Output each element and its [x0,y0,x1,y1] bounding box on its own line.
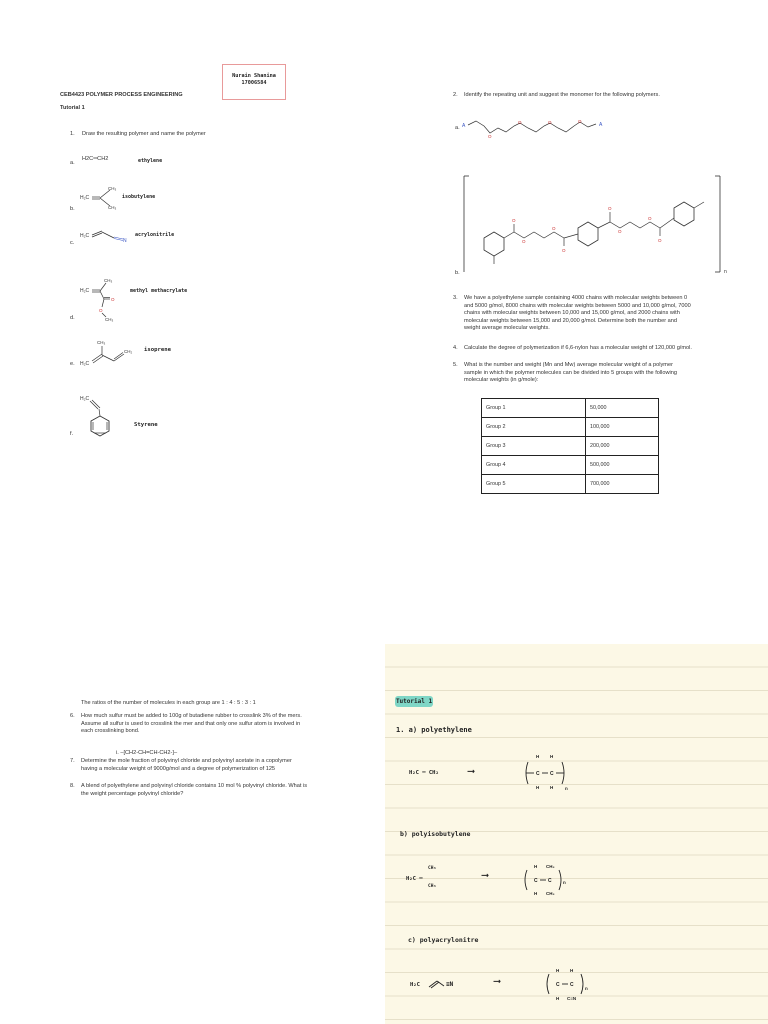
acrylonitrile-sketch [428,978,458,990]
q1a-formula: H2C═CH2 [82,156,109,162]
cn-label: C≡N [567,996,577,1001]
q7-line: having a molecular weight of 9000g/mol and a degree of polymerization of 125 [81,765,276,772]
polyisobutylene-repeat-unit [518,862,572,898]
ratio-text: The ratios of the number of molecules in each group are 1 : 4 : 5 : 3 : 1 [81,700,256,706]
notes-c-heading: c) polyacrylonitre [408,936,479,944]
h-label: H [550,754,554,759]
notes-c-nitrile: ≡N [446,981,454,988]
h-label: H [550,785,554,790]
notes-a-arrow: ⟶ [468,766,475,777]
h-label: H [534,864,538,869]
svg-text:H₂C: H₂C [80,288,90,294]
c-label: C [548,878,552,884]
student-name-box [222,64,286,100]
q1b-letter: b. [70,206,75,212]
mw-cell: 200,000 [586,437,659,456]
notes-c-monomer: H₂C [410,982,420,988]
q7-number: 7. [70,758,75,764]
tutorial-title: Tutorial 1 [60,105,85,111]
q1-text: Draw the resulting polymer and name the polymer [82,131,206,137]
course-title: CEB4423 POLYMER PROCESS ENGINEERING [60,92,183,98]
svg-text:O: O [552,226,556,231]
notes-a-monomer: H₂C ═ CH₂ [409,770,439,776]
svg-text:O: O [608,206,612,211]
group-cell: Group 1 [482,399,586,418]
polyethylene-repeat-unit [520,752,570,792]
groups-table [481,398,659,494]
c-label: C [570,982,574,988]
q8-line: the weight percentage polyvinyl chloride? [81,790,184,797]
svg-text:CH₃: CH₃ [108,186,117,191]
q2a-letter: a. [455,125,460,131]
q2-number: 2. [453,92,458,98]
q1a-letter: a. [70,160,75,166]
n-subscript: n [585,986,588,991]
notes-a-heading: 1. a) polyethylene [396,726,472,734]
notes-title: Tutorial 1 [395,698,433,705]
svg-text:N: N [123,238,127,244]
mw-cell: 700,000 [586,475,659,494]
table-row [482,437,659,456]
q1a-answer: ethylene [138,158,163,164]
q3-text [464,295,724,333]
group-cell: Group 5 [482,475,586,494]
svg-text:CH₂: CH₂ [124,349,133,354]
q3-line: and 5000 g/mol, 8000 chains with molecular weights between 5000 and 10,000 g/mol, 7000 [464,302,691,309]
svg-text:H₂C: H₂C [80,396,90,402]
q3-line: molecular weights between 15,000 and 20,000 g/mol. Determine both the number and [464,317,678,324]
q1f-answer: Styrene [134,422,158,428]
q6-text [81,713,371,736]
svg-text:CH₃: CH₃ [97,340,106,345]
svg-text:CH₃: CH₃ [104,278,113,283]
q6-line: each crosslinking bond. [81,728,140,735]
q1f-letter: f. [70,431,74,437]
mw-cell: 500,000 [586,456,659,475]
ch3-label: CH₃ [546,864,555,869]
table-row [482,399,659,418]
q6-line: How much sulfur must be added to 100g of butadiene rubber to crosslink 3% of the mers. [81,713,302,719]
mw-cell: 100,000 [586,418,659,437]
svg-text:O: O [518,120,522,125]
c-label: C [556,982,560,988]
group-cell: Group 4 [482,456,586,475]
svg-text:O: O [578,119,582,124]
notes-b-ch3-top: CH₃ [428,866,437,871]
n-subscript: n [563,880,566,885]
h-label: H [556,968,560,973]
q8-number: 8. [70,783,75,789]
q1b-answer: isobutylene [122,194,156,200]
svg-text:O: O [512,218,516,223]
q3-line: We have a polyethylene sample containing 4000 chains with molecular weights between 0 [464,295,688,301]
q3-line: chains with molecular weights between 10,000 and 15,000 g/mol, and 2000 chains with [464,310,680,317]
svg-text:O: O [648,216,652,221]
q7-text [81,758,371,773]
q6-subitem: i. –[CH2-CH=CH-CH2-]– [116,750,178,756]
student-name: Nurain Shanina [232,73,276,79]
svg-text:O: O [522,239,526,244]
q2a-polymer-chain [462,114,612,140]
q4-number: 4. [453,345,458,351]
svg-text:CH₃: CH₃ [105,317,114,322]
svg-text:H₂C: H₂C [80,361,90,367]
q3-number: 3. [453,295,458,301]
group-cell: Group 2 [482,418,586,437]
svg-text:O: O [658,238,662,243]
group-cell: Group 3 [482,437,586,456]
q5-number: 5. [453,362,458,368]
c-label: C [550,771,554,777]
q1d-letter: d. [70,315,75,321]
q4-text: Calculate the degree of polymerization if 6,6-nylon has a molecular weight of 120,000 g/mol. [464,345,692,351]
h-label: H [536,785,540,790]
svg-text:O: O [618,229,622,234]
n-subscript: n [565,786,568,791]
svg-text:O: O [488,134,492,139]
h-label: H [556,996,560,1001]
notes-b-arrow: ⟶ [482,870,489,881]
q1d-answer: methyl methacrylate [130,288,188,294]
svg-text:O: O [562,248,566,253]
student-id: 17006584 [241,80,267,86]
q3-line: weight average molecular weights. [464,325,550,332]
table-row [482,418,659,437]
q1c-answer: acrylonitrile [135,232,175,238]
end-group-left: A [462,123,466,129]
acrylonitrile-structure [80,228,130,244]
styrene-structure [80,392,120,440]
h-label: H [570,968,574,973]
q1-number: 1. [70,131,75,137]
mw-cell: 50,000 [586,399,659,418]
svg-text:H₂C: H₂C [80,233,90,239]
svg-text:CH₃: CH₃ [108,205,117,210]
q2b-polymer-structure [462,172,732,278]
notes-b-heading: b) polyisobutylene [400,830,471,838]
q6-number: 6. [70,713,75,719]
end-group-right: A [599,122,603,128]
repeat-subscript: n [724,269,727,275]
notes-b-monomer: H₂C ═ [406,876,423,882]
q8-text [81,783,371,798]
c-label: C [534,878,538,884]
ch3-label: CH₃ [546,891,555,896]
q5-line: sample in which the polymer molecules can be divided into 5 groups with the following [464,369,677,376]
q1c-letter: c. [70,240,75,246]
q5-line: molecular weights (in g/mole): [464,377,539,384]
q7-line: Determine the mole fraction of polyvinyl chloride and polyvinyl acetate in a copolymer [81,758,292,764]
notes-c-arrow: ⟶ [494,976,501,987]
svg-text:O: O [111,297,115,302]
q8-line: A blend of polyethylene and polyvinyl chloride contains 10 mol % polyvinyl chloride. What is [81,783,308,789]
table-row [482,456,659,475]
h-label: H [534,891,538,896]
isoprene-structure [80,338,142,368]
svg-text:O: O [548,120,552,125]
q1e-letter: e. [70,361,75,367]
methyl-methacrylate-structure [80,277,136,323]
svg-text:O: O [99,308,103,313]
h-label: H [536,754,540,759]
q5-text [464,362,724,385]
c-label: C [536,771,540,777]
q2-text: Identify the repeating unit and suggest the monomer for the following polymers. [464,92,660,98]
table-row [482,475,659,494]
q6-line: Assume all sulfur is used to crosslink the mer and that only one sulfur atom is involved in [81,720,301,727]
q1e-answer: isoprene [144,347,171,353]
q2b-letter: b. [455,270,460,276]
q5-line: What is the number and weight (Mn and Mw) average molecular weight of a polymer [464,362,673,368]
svg-text:H₂C: H₂C [80,195,90,201]
notes-b-ch3-bottom: CH₃ [428,884,437,889]
polyacrylonitrile-repeat-unit [540,966,596,1008]
